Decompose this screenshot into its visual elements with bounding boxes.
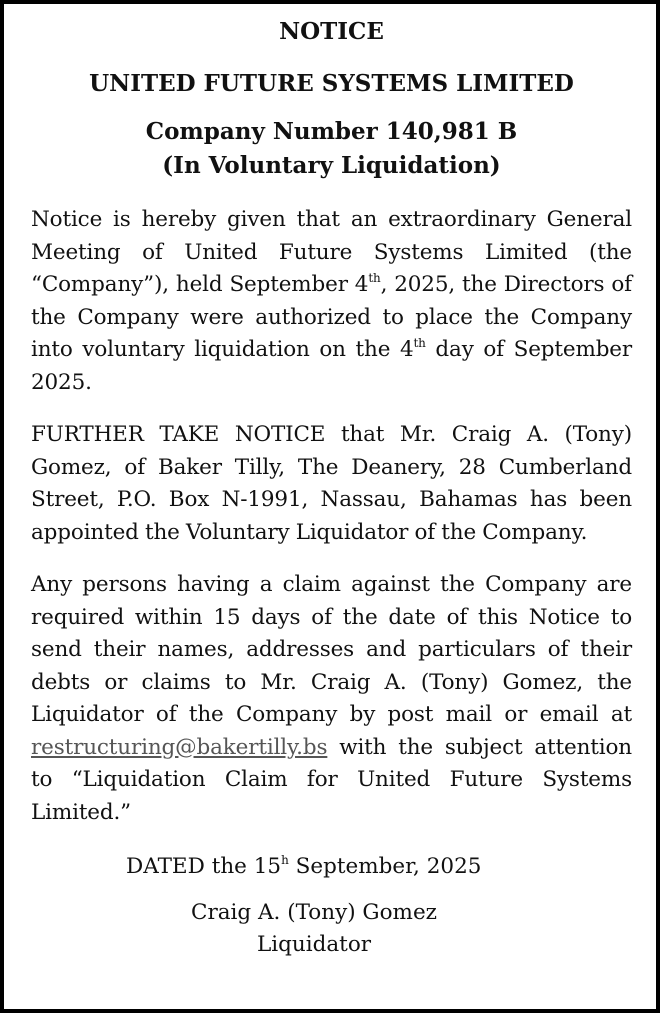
meeting-ordinal-2: th: [413, 336, 426, 350]
dated-suffix: September, 2025: [288, 854, 482, 879]
meeting-text-1: Notice is hereby given that an extraordinary General Meeting of United Future Systems Limited (the “Company”), held September 4: [31, 207, 632, 297]
company-number-heading: Company Number 140,981 B: [145, 118, 518, 145]
meeting-text-3: day of September 2025.: [31, 337, 633, 395]
dated-ordinal: h: [281, 853, 289, 867]
signatory-title: Liquidator: [256, 932, 372, 957]
dated-prefix: DATED the 15: [126, 854, 282, 879]
claims-paragraph: [31, 569, 632, 829]
dated-line: [31, 851, 632, 883]
meeting-ordinal-1: th: [368, 271, 381, 285]
further-notice-paragraph: FURTHER TAKE NOTICE that Mr. Craig A. (Tony) Gomez, of Baker Tilly, The Deanery, 28 Cumberland Street, P.O. Box N-1991, Nassau, Bahamas has been appointed the Voluntary Liquidator of the Company.: [31, 422, 632, 545]
meeting-paragraph: [31, 204, 632, 399]
signatory-name: Craig A. (Tony) Gomez: [191, 900, 437, 925]
email-link[interactable]: restructuring@bakertilly.bs: [31, 734, 328, 760]
claims-text-2: with the subject attention to “Liquidation Claim for United Future Systems Limited.”: [31, 734, 632, 825]
meeting-text-2: , 2025, the Directors of the Company were authorized to place the Company into voluntary liquidation on the 4: [31, 272, 632, 362]
company-name-heading: UNITED FUTURE SYSTEMS LIMITED: [89, 70, 574, 97]
notice-heading: NOTICE: [279, 18, 384, 45]
liquidation-status-heading: (In Voluntary Liquidation): [162, 152, 501, 179]
claims-text-1: Any persons having a claim against the Company are required within 15 days of the date of this Notice to send their names, addresses and particulars of their debts or claims to Mr. Craig A. (Tony) Gomez, the Liquidator of the Company by post mail or email at: [31, 572, 632, 727]
